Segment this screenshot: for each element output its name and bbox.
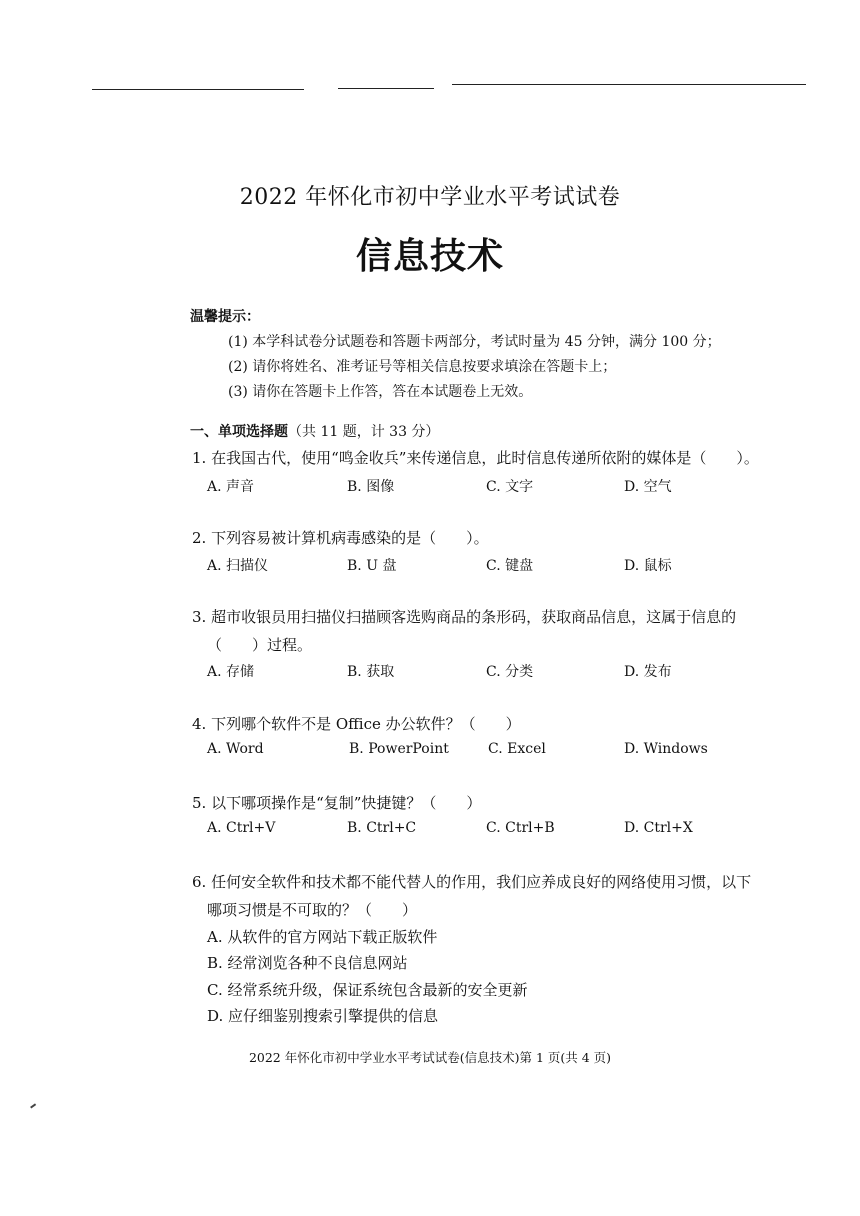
option-d: D. 应仔细鉴别搜索引擎提供的信息 [207, 1007, 439, 1025]
tip-item: (1) 本学科试卷分试题卷和答题卡两部分，考试时量为 45 分钟，满分 100 分； [228, 334, 721, 350]
option-d: D. Windows [624, 741, 708, 757]
option-c: C. Ctrl+B [486, 820, 555, 836]
tip-item: (3) 请你在答题卡上作答，答在本试题卷上无效。 [228, 384, 533, 400]
section-heading-note: （共 11 题，计 33 分） [288, 424, 440, 440]
option-d: D. Ctrl+X [624, 820, 693, 836]
option-a: A. 声音 [207, 479, 255, 495]
option-c: C. 分类 [486, 664, 534, 680]
option-d: D. 发布 [624, 664, 672, 680]
question-stem: 2. 下列容易被计算机病毒感染的是（ ）。 [192, 529, 489, 547]
option-c: C. 键盘 [486, 558, 534, 574]
question-stem: 5. 以下哪项操作是“复制”快捷键？（ ） [192, 794, 482, 812]
option-c: C. Excel [488, 741, 546, 757]
option-d: D. 空气 [624, 479, 672, 495]
question-stem: 6. 任何安全软件和技术都不能代替人的作用，我们应养成良好的网络使用习惯，以下 [192, 873, 752, 891]
tip-item: (2) 请你将姓名、准考证号等相关信息按要求填涂在答题卡上； [228, 359, 617, 375]
exam-title: 2022 年怀化市初中学业水平考试试卷 [239, 185, 621, 210]
option-c: C. 文字 [486, 479, 534, 495]
question-stem-continued: 哪项习惯是不可取的？（ ） [207, 901, 418, 919]
question-stem: 3. 超市收银员用扫描仪扫描顾客选购商品的条形码，获取商品信息，这属于信息的 [192, 608, 737, 626]
header-rule-left [92, 89, 304, 90]
header-rule-right [452, 84, 806, 85]
option-a: A. 存储 [207, 664, 255, 680]
question-stem: 4. 下列哪个软件不是 Office 办公软件？（ ） [192, 715, 521, 733]
option-b: B. 获取 [347, 664, 395, 680]
section-heading [190, 421, 439, 441]
option-a: A. 从软件的官方网站下载正版软件 [207, 928, 438, 946]
option-b: B. PowerPoint [349, 741, 449, 757]
section-heading-label: 一、单项选择题 [190, 424, 288, 440]
option-c: C. 经常系统升级，保证系统包含最新的安全更新 [207, 981, 528, 999]
question-stem: 1. 在我国古代，使用“鸣金收兵”来传递信息，此时信息传递所依附的媒体是（ ）。 [192, 449, 759, 467]
subject-title: 信息技术 [355, 235, 504, 277]
option-b: B. U 盘 [347, 558, 397, 574]
option-a: A. 扫描仪 [207, 558, 269, 574]
option-b: B. Ctrl+C [347, 820, 417, 836]
question-stem-continued: （ ）过程。 [207, 636, 313, 654]
option-b: B. 图像 [347, 479, 395, 495]
page-footer: 2022 年怀化市初中学业水平考试试卷(信息技术)第 1 页(共 4 页) [248, 1050, 612, 1065]
option-a: A. Ctrl+V [207, 820, 276, 836]
option-d: D. 鼠标 [624, 558, 672, 574]
option-b: B. 经常浏览各种不良信息网站 [207, 954, 408, 972]
scan-speck [30, 1103, 36, 1108]
header-rule-mid [338, 88, 434, 89]
tips-heading: 温馨提示： [190, 309, 260, 325]
option-a: A. Word [207, 741, 264, 757]
